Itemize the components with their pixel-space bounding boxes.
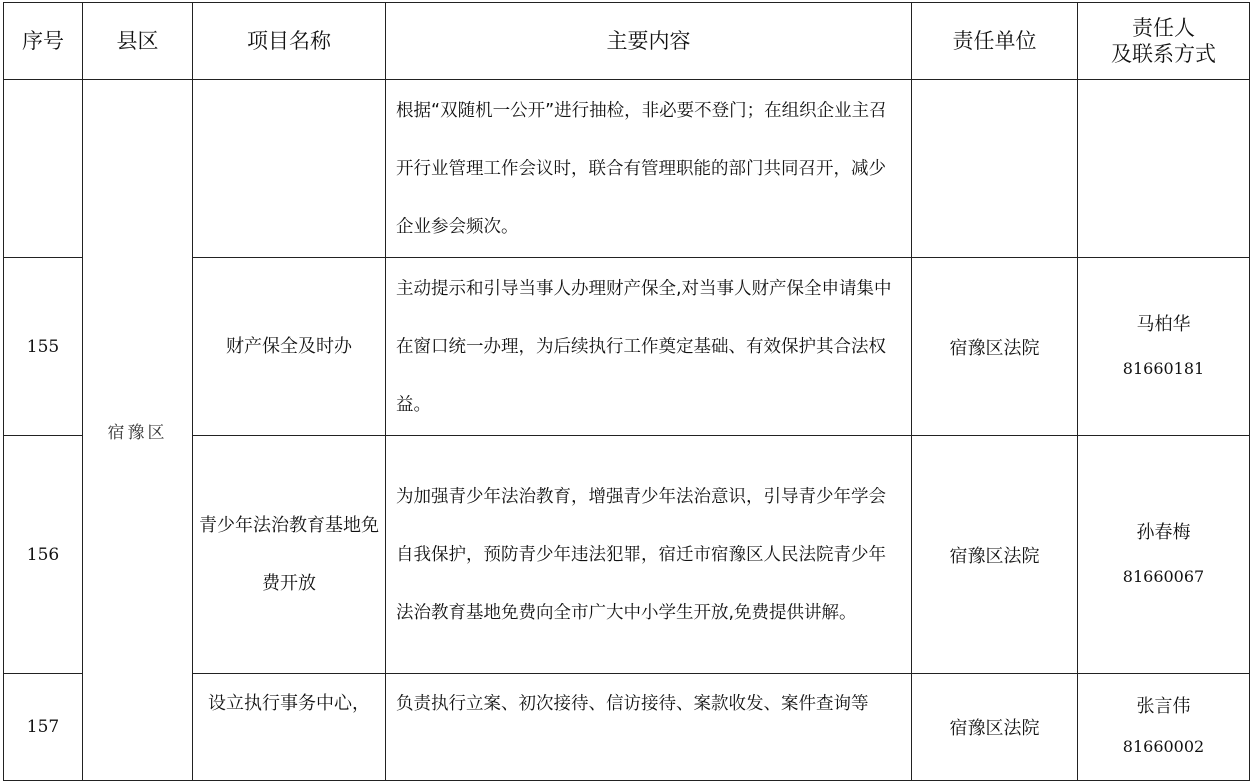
row-unit: 宿豫区法院 [912, 258, 1078, 436]
row-seq [4, 80, 83, 258]
person-phone: 81660002 [1122, 737, 1205, 756]
person-phone: 81660181 [1122, 358, 1205, 378]
table-row [4, 80, 1250, 258]
row-content: 负责执行立案、初次接待、信访接待、案款收发、案件查询等 [386, 674, 912, 781]
header-content: 主要内容 [386, 3, 912, 80]
person-name: 张言伟 [1136, 696, 1191, 717]
row-seq: 157 [4, 674, 83, 781]
row-content: 根据“双随机一公开”进行抽检，非必要不登门；在组织企业主召开行业管理工作会议时，联合有管理职能的部门共同召开，减少企业参会频次。 [386, 80, 912, 258]
row-person [1078, 436, 1250, 674]
table-header-row [4, 3, 1250, 80]
row-project: 设立执行事务中心， [193, 674, 386, 781]
row-unit [912, 80, 1078, 258]
project-table [3, 2, 1250, 781]
row-unit: 宿豫区法院 [912, 436, 1078, 674]
row-content: 为加强青少年法治教育，增强青少年法治意识，引导青少年学会自我保护，预防青少年违法犯罪，宿迁市宿豫区人民法院青少年法治教育基地免费向全市广大中小学生开放,免费提供讲解。 [386, 436, 912, 674]
header-person [1078, 3, 1250, 80]
person-name: 马柏华 [1136, 313, 1191, 335]
header-county: 县区 [83, 3, 193, 80]
row-project [193, 80, 386, 258]
row-person [1078, 80, 1250, 258]
row-person [1078, 674, 1250, 781]
person-phone: 81660067 [1122, 566, 1205, 586]
row-seq: 156 [4, 436, 83, 674]
row-content: 主动提示和引导当事人办理财产保全,对当事人财产保全申请集中在窗口统一办理，为后续执行工作奠定基础、有效保护其合法权益。 [386, 258, 912, 436]
person-name: 孙春梅 [1136, 521, 1191, 543]
row-person [1078, 258, 1250, 436]
county-cell: 宿豫区 [83, 80, 193, 781]
header-unit: 责任单位 [912, 3, 1078, 80]
row-project: 青少年法治教育基地免费开放 [193, 436, 386, 674]
header-seq: 序号 [4, 3, 83, 80]
header-person-line1: 责任人 [1132, 16, 1195, 40]
row-project: 财产保全及时办 [193, 258, 386, 436]
header-person-line2: 及联系方式 [1111, 42, 1216, 66]
row-seq: 155 [4, 258, 83, 436]
header-project: 项目名称 [193, 3, 386, 80]
row-unit: 宿豫区法院 [912, 674, 1078, 781]
